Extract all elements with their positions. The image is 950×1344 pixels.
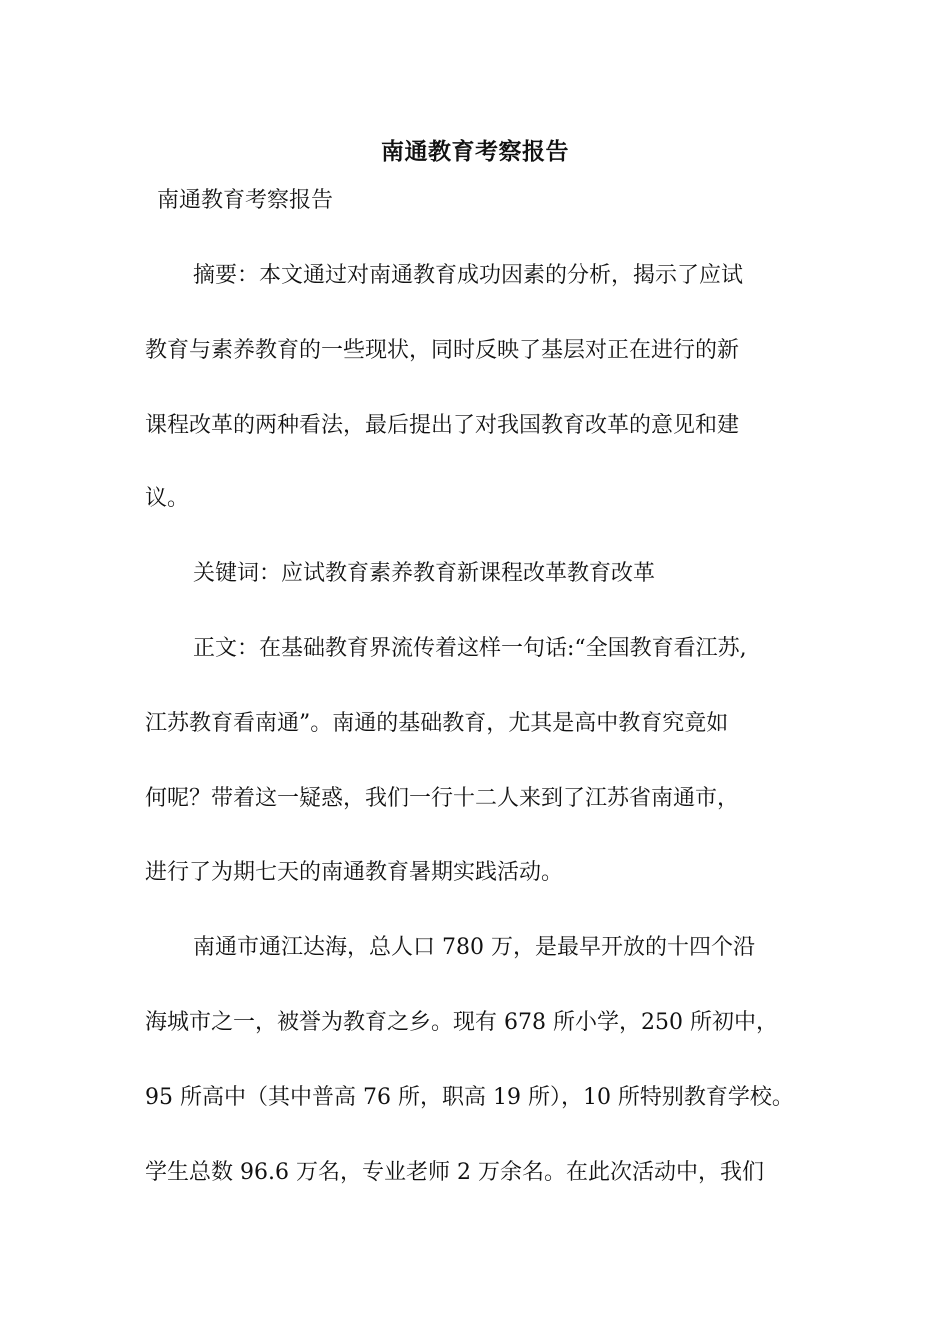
abstract-line-3: 课程改革的两种看法，最后提出了对我国教育改革的意见和建 (145, 413, 740, 438)
document-subtitle: 南通教育考察报告 (157, 188, 334, 213)
body-paragraph-1-line-1: 正文：在基础教育界流传着这样一句话:“全国教育看江苏, (193, 636, 747, 661)
body-paragraph-2-line-4: 学生总数 96.6 万名，专业老师 2 万余名。在此次活动中，我们 (145, 1160, 764, 1185)
body-paragraph-2-line-1: 南通市通江达海，总人口 780 万，是最早开放的十四个沿 (193, 935, 755, 960)
abstract-line-1: 摘要：本文通过对南通教育成功因素的分析，揭示了应试 (193, 263, 744, 288)
body-paragraph-1-line-4: 进行了为期七天的南通教育暑期实践活动。 (145, 860, 564, 885)
keywords-line: 关键词：应试教育素养教育新课程改革教育改革 (193, 561, 656, 586)
abstract-line-2: 教育与素养教育的一些现状，同时反映了基层对正在进行的新 (145, 338, 740, 363)
body-paragraph-1-line-3: 何呢？带着这一疑惑，我们一行十二人来到了江苏省南通市， (145, 786, 740, 811)
abstract-line-4: 议。 (145, 486, 190, 511)
body-paragraph-1-line-2: 江苏教育看南通”。南通的基础教育，尤其是高中教育究竟如 (145, 711, 729, 736)
body-paragraph-2-line-2: 海城市之一，被誉为教育之乡。现有 678 所小学，250 所初中， (145, 1010, 778, 1035)
body-paragraph-2-line-3: 95 所高中（其中普高 76 所，职高 19 所），10 所特别教育学校。 (145, 1085, 794, 1110)
document-title: 南通教育考察报告 (381, 138, 569, 165)
